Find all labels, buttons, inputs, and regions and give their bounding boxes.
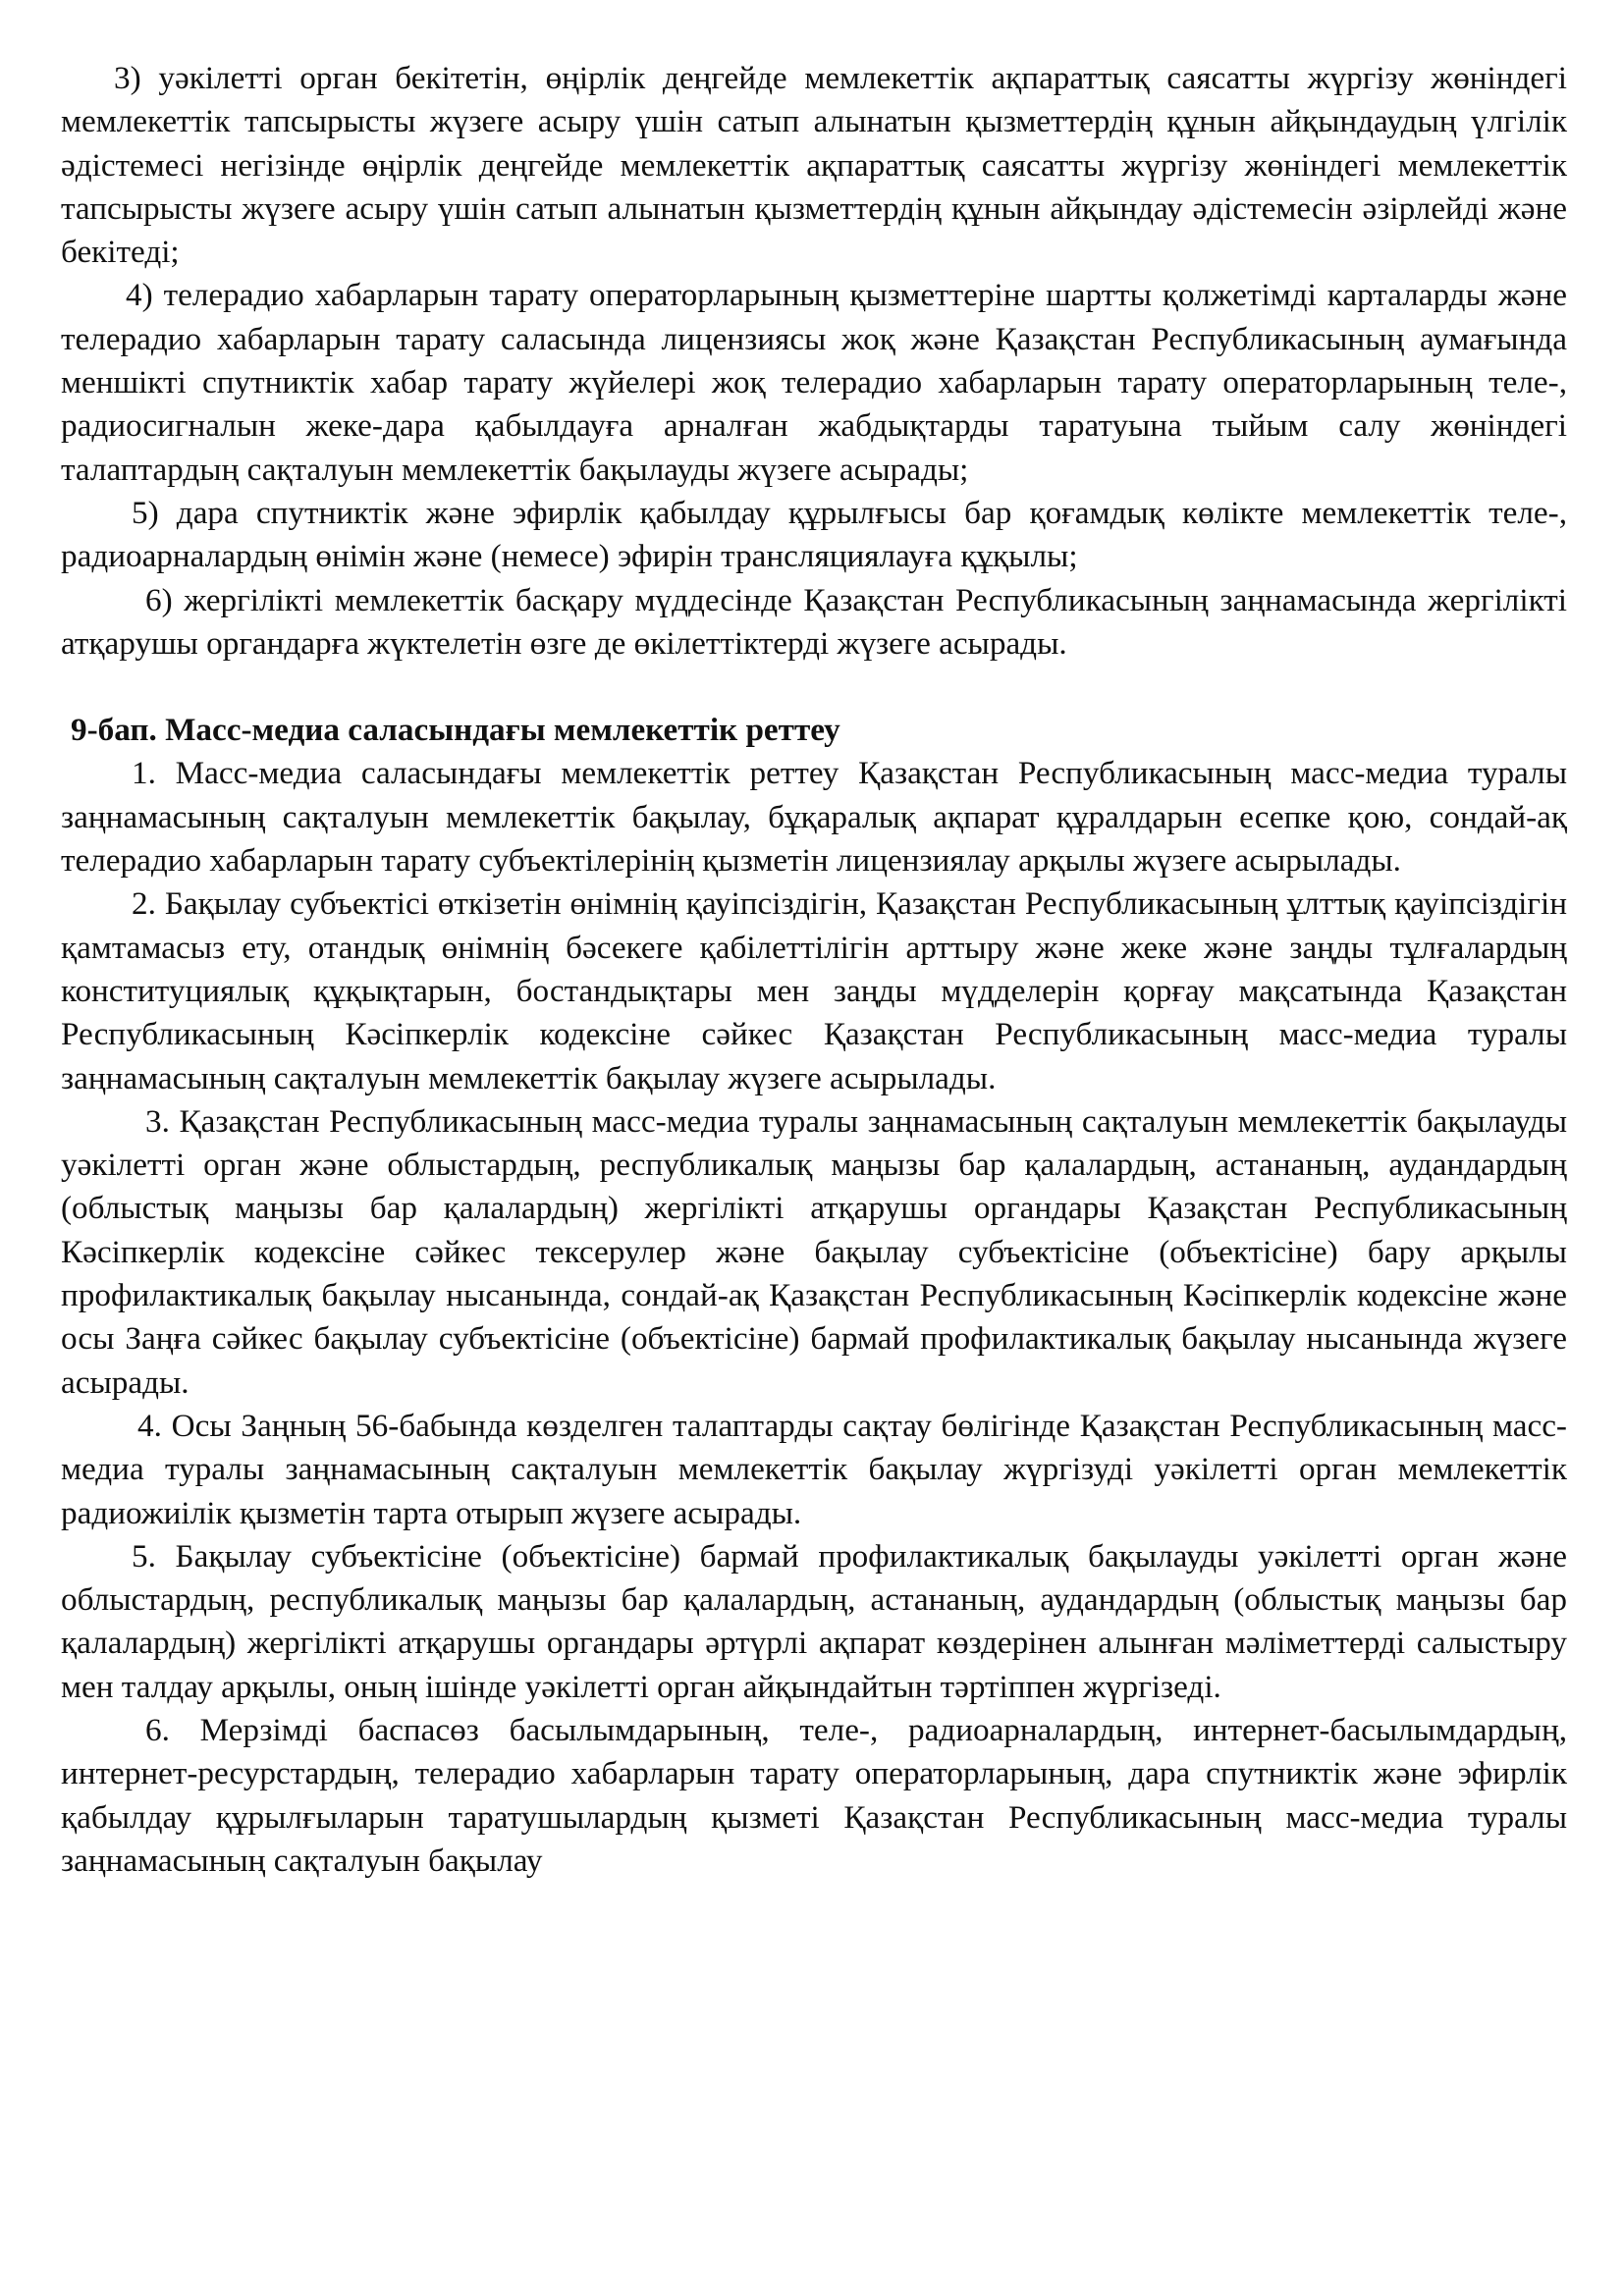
article-paragraph-4: 4. Осы Заңның 56-бабында көзделген талаптарды сақтау бөлігінде Қазақстан Республикасының масс-медиа туралы заңнамасының сақталуын мемлекеттік бақылау жүргізуді уәкілетті орган мемлекеттік радиожиілік қызметін тарта отырып жүзеге асырады.: [61, 1407, 1567, 1531]
paragraph-item-3: 3) уәкілетті орган бекітетін, өңірлік деңгейде мемлекеттік ақпараттық саясатты жүргізу жөніндегі мемлекеттік тапсырысты жүзеге асыру үшін сатып алынатын қызметтердің құнын айқындаудың үлгілік әдістемесі негізінде өңірлік деңгейде мемлекеттік ақпараттық саясатты жүргізу жөніндегі мемлекеттік тапсырысты жүзеге асыру үшін сатып алынатын қызметтердің құнын айқындау әдістемесін әзірлейді және бекітеді;: [61, 60, 1567, 271]
article-paragraph-5: 5. Бақылау субъектісіне (объектісіне) бармай профилактикалық бақылауды уәкілетті орган және облыстардың, республикалық маңызы бар қалалардың, астананың, аудандардың (облыстық маңызы бар қалалардың) жергілікті атқарушы органдары әртүрлі ақпарат көздерінен алынған мәліметтерді салыстыру мен талдау арқылы, оның ішінде уәкілетті орган айқындайтын тәртіппен жүргізеді.: [61, 1537, 1567, 1705]
paragraph-item-5: 5) дара спутниктік және эфирлік қабылдау құрылғысы бар қоғамдық көлікте мемлекеттік теле-, радиоарналардың өнімін және (немесе) эфирін трансляциялауға құқылы;: [61, 494, 1567, 575]
paragraph-item-6: 6) жергілікті мемлекеттік басқару мүддесінде Қазақстан Республикасының заңнамасында жергілікті атқарушы органдарға жүктелетін өзге де өкілеттіктерді жүзеге асырады.: [61, 581, 1567, 662]
article-paragraph-2: 2. Бақылау субъектісі өткізетін өнімнің қауіпсіздігін, Қазақстан Республикасының ұлттық қауіпсіздігін қамтамасыз ету, отандық өнімнің бәсекеге қабілеттілігін арттыру және жеке және заңды тұлғалардың конституциялық құқықтарын, бостандықтары мен заңды мүдделерін қорғау мақсатында Қазақстан Республикасының Кәсіпкерлік кодексіне сәйкес Қазақстан Республикасының масс-медиа туралы заңнамасының сақталуын мемлекеттік бақылау жүзеге асырылады.: [61, 885, 1567, 1096]
document-body: [61, 57, 1567, 1883]
chapter-heading: 9-бап. Масс-медиа саласындағы мемлекеттік реттеу: [71, 712, 840, 749]
paragraph-item-4: 4) телерадио хабарларын тарату операторларының қызметтеріне шартты қолжетімді карталарды және телерадио хабарларын тарату саласында лицензиясы жоқ және Қазақстан Республикасының аумағында меншікті спутниктік хабар тарату жүйелері жоқ телерадио хабарларын тарату операторларының теле-, радиосигналын жеке-дара қабылдауға арналған жабдықтарды таратуына тыйым салу жөніндегі талаптардың сақталуын мемлекеттік бақылауды жүзеге асырады;: [61, 277, 1567, 488]
article-paragraph-6: 6. Мерзімді баспасөз басылымдарының, теле-, радиоарналардың, интернет-басылымдардың, интернет-ресурстардың, телерадио хабарларын тарату операторларының, дара спутниктік және эфирлік қабылдау құрылғыларын таратушылардың қызметі Қазақстан Республикасының масс-медиа туралы заңнамасының сақталуын бақылау: [61, 1711, 1567, 1879]
article-paragraph-3: 3. Қазақстан Республикасының масс-медиа туралы заңнамасының сақталуын мемлекеттік бақылауды уәкілетті орган және облыстардың, республикалық маңызы бар қалалардың, астананың, аудандардың (облыстық маңызы бар қалалардың) жергілікті атқарушы органдары Қазақстан Республикасының Кәсіпкерлік кодексіне сәйкес тексерулер және бақылау субъектісіне (объектісіне) бару арқылы профилактикалық бақылау нысанында, сондай-ақ Қазақстан Республикасының Кәсіпкерлік кодексіне және осы Заңға сәйкес бақылау субъектісіне (объектісіне) бармай профилактикалық бақылау нысанында жүзеге асырады.: [61, 1102, 1567, 1401]
article-paragraph-1: 1. Масс-медиа саласындағы мемлекеттік реттеу Қазақстан Республикасының масс-медиа туралы заңнамасының сақталуын мемлекеттік бақылау, бұқаралық ақпарат құралдарын есепке қою, сондай-ақ телерадио хабарларын тарату субъектілерінің қызметін лицензиялау арқылы жүзеге асырылады.: [61, 755, 1567, 880]
